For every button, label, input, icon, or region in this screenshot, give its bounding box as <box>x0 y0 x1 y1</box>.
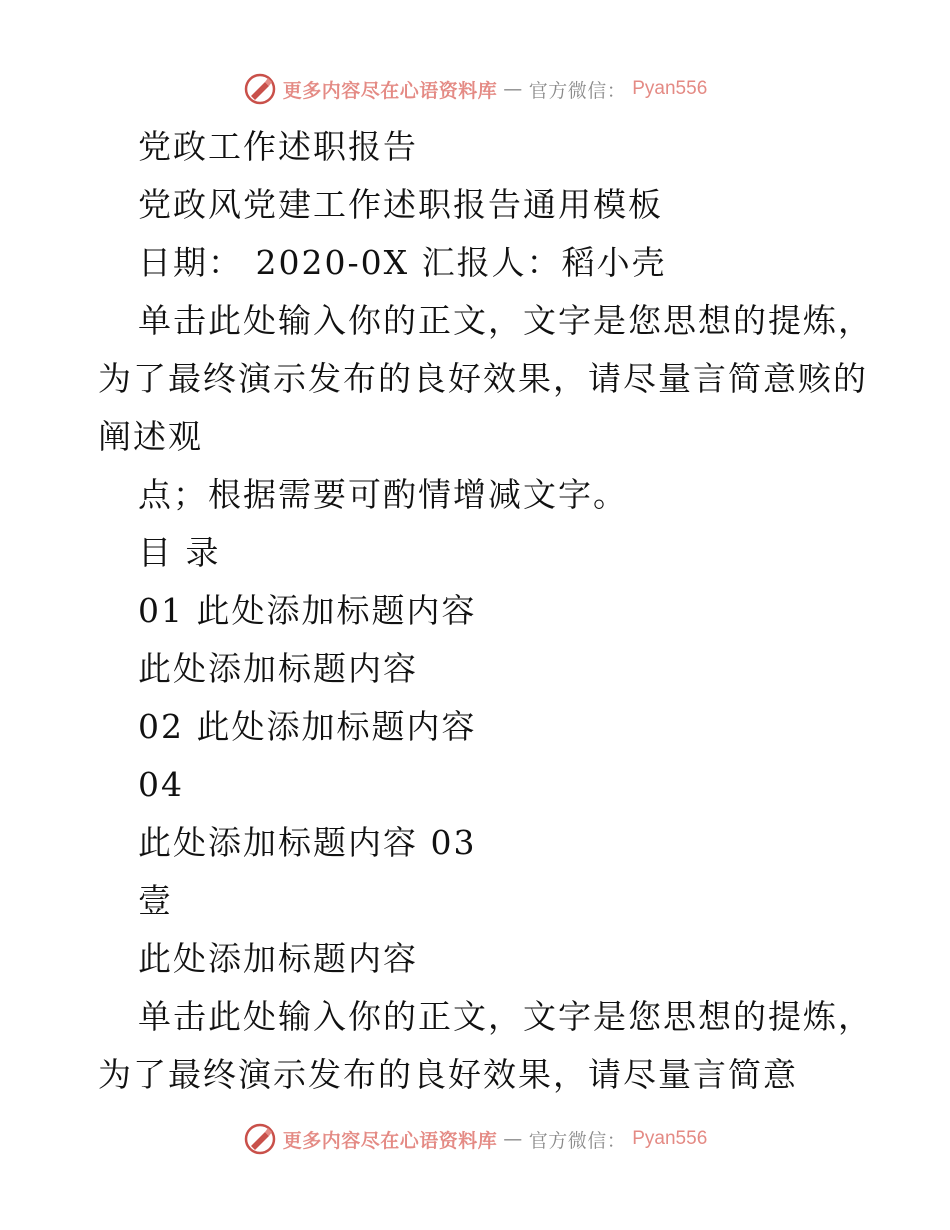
doc-paragraph-line: 点；根据需要可酌情增减文字。 <box>138 475 628 514</box>
pen-logo-icon <box>243 72 277 106</box>
header-watermark <box>0 72 950 106</box>
doc-toc-item: 01 此处添加标题内容 <box>138 591 477 630</box>
pen-logo-icon <box>243 1122 277 1156</box>
doc-toc-item: 此处添加标题内容 03 <box>138 823 477 862</box>
doc-paragraph-line: 阐述观 <box>98 417 203 456</box>
doc-section-heading: 此处添加标题内容 <box>138 939 418 978</box>
watermark-wechat-id: Pyan556 <box>632 78 708 99</box>
watermark-dash: — <box>503 1128 523 1150</box>
doc-paragraph-line: 为了最终演示发布的良好效果，请尽量言简意赅的 <box>98 359 868 398</box>
footer-watermark <box>0 1122 950 1156</box>
watermark-main-text: 更多内容尽在心语资料库 <box>282 1129 498 1152</box>
doc-toc-item: 此处添加标题内容 <box>138 649 418 688</box>
doc-paragraph-line: 单击此处输入你的正文，文字是您思想的提炼， <box>138 301 873 340</box>
doc-section-number: 壹 <box>138 881 173 920</box>
doc-date-reporter: 日期： 2020-0X 汇报人：稻小壳 <box>138 243 667 282</box>
watermark-wechat-id: Pyan556 <box>632 1128 708 1149</box>
watermark-suffix: 官方微信： <box>528 1129 627 1152</box>
watermark-suffix: 官方微信： <box>528 79 627 102</box>
doc-subtitle: 党政风党建工作述职报告通用模板 <box>138 185 663 224</box>
watermark-main-text: 更多内容尽在心语资料库 <box>282 79 498 102</box>
doc-paragraph-line: 单击此处输入你的正文，文字是您思想的提炼， <box>138 997 873 1036</box>
doc-toc-heading: 目 录 <box>138 533 221 572</box>
watermark-dash: — <box>503 78 523 100</box>
doc-toc-item: 04 <box>138 765 184 804</box>
doc-paragraph-line: 为了最终演示发布的良好效果，请尽量言简意 <box>98 1055 798 1094</box>
doc-title: 党政工作述职报告 <box>138 127 418 166</box>
doc-toc-item: 02 此处添加标题内容 <box>138 707 477 746</box>
